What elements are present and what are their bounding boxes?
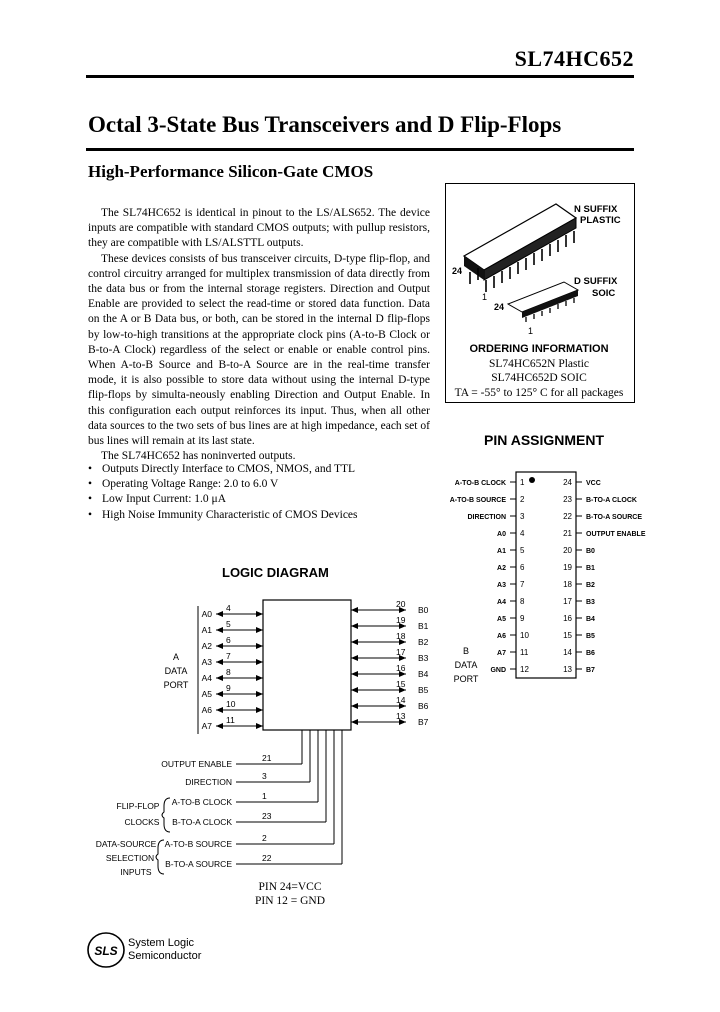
- a-pin-name: A3: [201, 657, 212, 667]
- soic-package-icon: [508, 282, 578, 322]
- pin-number: 24: [563, 478, 572, 487]
- pin-number: 8: [520, 597, 525, 606]
- pin-number: 10: [520, 631, 529, 640]
- company-line: Semiconductor: [128, 950, 202, 962]
- control-pin-number: 3: [262, 771, 267, 781]
- b-pin-number: 19: [396, 615, 406, 625]
- arrow-left: [351, 607, 358, 613]
- pin-label: OUTPUT ENABLE: [586, 531, 646, 538]
- d-suffix-label: D SUFFIX: [574, 276, 618, 287]
- arrow-right: [256, 659, 263, 665]
- a-pin-number: 11: [226, 715, 235, 725]
- dip-package-icon: [464, 204, 576, 292]
- a-pin-name: A7: [201, 721, 212, 731]
- pin-number: 7: [520, 580, 525, 589]
- a-port-label-line: DATA: [164, 666, 188, 676]
- ordering-information: [445, 342, 633, 400]
- selection-group-line: INPUTS: [120, 867, 152, 877]
- b-port-label-line: B: [462, 646, 470, 656]
- pin-label: A-TO-B SOURCE: [449, 497, 506, 504]
- clocks-group-line: FLIP-FLOP: [116, 801, 160, 811]
- pin-label: B4: [586, 616, 595, 623]
- b-pin-name: B5: [418, 685, 429, 695]
- arrow-left: [351, 623, 358, 629]
- arrow-left: [216, 611, 223, 617]
- a-pin-number: 9: [226, 683, 231, 693]
- pin-number: 22: [563, 512, 572, 521]
- feature-list: [88, 462, 438, 523]
- a-pin-name: A4: [201, 673, 212, 683]
- a-pin-name: A0: [201, 609, 212, 619]
- part-number: SL74HC652: [514, 46, 634, 71]
- pin-number: 15: [563, 631, 572, 640]
- a-port-label-line: PORT: [163, 680, 189, 690]
- pin-number: 9: [520, 614, 525, 623]
- soic-pin24-label: 24: [494, 302, 505, 312]
- pin-label: A3: [497, 582, 506, 589]
- pin-number: 2: [520, 495, 525, 504]
- control-pin-number: 1: [262, 791, 267, 801]
- arrow-right: [256, 723, 263, 729]
- arrow-left: [351, 639, 358, 645]
- pin-label: B3: [586, 599, 595, 606]
- pin-number: 23: [563, 495, 572, 504]
- pin-number: 3: [520, 512, 525, 521]
- pin-number: 19: [563, 563, 572, 572]
- pin-label: B1: [586, 565, 595, 572]
- title-rule: [86, 148, 634, 151]
- header-rule: [86, 75, 634, 78]
- soic-pin1-label: 1: [528, 326, 534, 336]
- ordering-line: TA = -55° to 125° C for all packages: [454, 386, 624, 399]
- arrow-left: [216, 723, 223, 729]
- control-name: A-TO-B SOURCE: [164, 839, 232, 849]
- pin-number: 5: [520, 546, 525, 555]
- b-pin-number: 18: [396, 631, 406, 641]
- pin-label: B7: [586, 667, 595, 674]
- logic-control-pins: [161, 730, 342, 869]
- a-pin-number: 10: [226, 699, 236, 709]
- control-pin-number: 21: [262, 753, 272, 763]
- a-pin-number: 7: [226, 651, 231, 661]
- description-paragraph-2: These devices consists of bus transceiver circuits, D-type flip-flop, and control circuitry arranged for multiplex transmission of data directly from the data bus or from the internal storage registers. Direction and Output Enable are provided to select the read-time or stored data function. Data on the A or B Data bus, or both, can be stored in the internal D flip-flops by low-to-high transitions at the appropriate clock pins (A-to-B Clock or B-to-A Clock) regardless of the select or enable or enable control pins. When A-to-B Source and B-to-A Source are in the real-time transfer mode, it is also possible to store data without using the internal D-type flip-flops by simulta-neously enabling Direction and Output Enable. In this configuration each output reinforces its input. Thus, when all other data sources to the two sets of bus lines are at high impedance, each set of bus lines will remain at its last state.: [88, 252, 430, 448]
- control-name: B-TO-A SOURCE: [165, 859, 232, 869]
- b-pin-number: 14: [396, 695, 406, 705]
- logic-diagram: [90, 590, 479, 890]
- b-pin-number: 13: [396, 711, 406, 721]
- pin-number: 17: [563, 597, 572, 606]
- ordering-line: SL74HC652N Plastic: [489, 357, 589, 370]
- b-pin-name: B2: [418, 637, 429, 647]
- arrow-left: [351, 655, 358, 661]
- company-logo: [86, 930, 126, 970]
- feature-item: • Outputs Directly Interface to CMOS, NMOS, and TTL: [88, 462, 438, 477]
- pin-label: A6: [497, 633, 506, 640]
- arrow-left: [351, 671, 358, 677]
- a-pin-number: 8: [226, 667, 231, 677]
- feature-item: • High Noise Immunity Characteristic of CMOS Devices: [88, 508, 438, 523]
- b-pin-number: 16: [396, 663, 406, 673]
- a-pin-name: A5: [201, 689, 212, 699]
- arrow-right: [256, 643, 263, 649]
- pin-label: GND: [490, 667, 506, 674]
- pin-label: A-TO-B CLOCK: [454, 480, 506, 487]
- pin-label: A7: [497, 650, 506, 657]
- pin-label: VCC: [586, 480, 601, 487]
- arrow-right: [256, 707, 263, 713]
- control-name: B-TO-A CLOCK: [172, 817, 232, 827]
- arrow-left: [351, 719, 358, 725]
- control-pin-number: 23: [262, 811, 272, 821]
- description: [88, 206, 430, 464]
- pin-number: 16: [563, 614, 572, 623]
- arrow-left: [216, 691, 223, 697]
- pin-number: 11: [520, 648, 529, 657]
- logic-diagram-title: LOGIC DIAGRAM: [222, 565, 329, 580]
- b-pin-name: B1: [418, 621, 429, 631]
- dip-pin24-label: 24: [452, 266, 463, 276]
- pin-number: 4: [520, 529, 525, 538]
- pin-label: B2: [586, 582, 595, 589]
- control-name: A-TO-B CLOCK: [171, 797, 232, 807]
- b-port-label-line: PORT: [453, 674, 479, 684]
- clocks-group-label: [117, 798, 170, 832]
- b-pin-name: B7: [418, 717, 429, 727]
- a-pin-name: A6: [201, 705, 212, 715]
- pin-label: A0: [497, 531, 506, 538]
- pin-number: 14: [563, 648, 572, 657]
- clocks-brace: [162, 798, 170, 832]
- b-pin-name: B3: [418, 653, 429, 663]
- pin-label: A2: [497, 565, 506, 572]
- arrow-right: [256, 611, 263, 617]
- logic-block: [263, 600, 351, 730]
- pin-label: A1: [497, 548, 506, 555]
- b-pin-name: B0: [418, 605, 429, 615]
- company-line: System Logic: [128, 937, 195, 949]
- n-suffix-label: N SUFFIX: [574, 204, 618, 215]
- description-paragraph-1: The SL74HC652 is identical in pinout to the LS/ALS652. The device inputs are compatible with standard CMOS outputs; with pullup resistors, they are compatible with LS/ALSTTL outputs.: [88, 207, 430, 250]
- arrow-left: [216, 627, 223, 633]
- selection-group-line: DATA-SOURCE: [95, 839, 157, 849]
- selection-brace: [156, 840, 164, 874]
- description-paragraph-3: The SL74HC652 has noninverted outputs.: [101, 450, 296, 463]
- dip-pin1-label: 1: [482, 292, 488, 302]
- pin1-marker: [529, 477, 535, 483]
- arrow-right: [256, 627, 263, 633]
- pin-label: B6: [586, 650, 595, 657]
- b-pin-name: B4: [418, 669, 429, 679]
- a-port-label-line: A: [172, 652, 180, 662]
- a-pin-name: A1: [201, 625, 212, 635]
- ordering-line: SL74HC652D SOIC: [491, 372, 587, 384]
- b-port-label-line: DATA: [454, 660, 478, 670]
- arrow-left: [216, 659, 223, 665]
- pin-number: 18: [563, 580, 572, 589]
- pin-number: 13: [563, 665, 572, 674]
- ordering-heading: ORDERING INFORMATION: [469, 343, 609, 355]
- control-name: DIRECTION: [185, 777, 232, 787]
- control-pin-number: 22: [262, 853, 272, 863]
- pin-label: B5: [586, 633, 595, 640]
- logic-a-pins: [198, 603, 263, 734]
- pin-label: DIRECTION: [467, 514, 506, 521]
- d-type-label: SOIC: [592, 288, 616, 299]
- arrow-left: [351, 703, 358, 709]
- pin-number: 21: [563, 529, 572, 538]
- a-port-label: [164, 652, 189, 690]
- b-pin-name: B6: [418, 701, 429, 711]
- a-pin-number: 4: [226, 603, 231, 613]
- b-pin-number: 17: [396, 647, 406, 657]
- pin-number: 12: [520, 665, 529, 674]
- n-type-label: PLASTIC: [580, 215, 621, 226]
- page-title: Octal 3-State Bus Transceivers and D Flip-Flops: [88, 112, 562, 137]
- pin-assignment-title: PIN ASSIGNMENT: [484, 432, 605, 448]
- arrow-right: [256, 691, 263, 697]
- arrow-left: [351, 687, 358, 693]
- arrow-left: [216, 675, 223, 681]
- pin-assignment-diagram: [440, 468, 646, 688]
- logo-text: SLS: [94, 944, 118, 958]
- pin-label: B-TO-A CLOCK: [586, 497, 637, 504]
- pin-label: B0: [586, 548, 595, 555]
- logic-b-pins: [351, 599, 429, 727]
- vcc-note: PIN 24=VCC: [258, 881, 322, 893]
- pin-number: 6: [520, 563, 525, 572]
- feature-item: • Operating Voltage Range: 2.0 to 6.0 V: [88, 477, 438, 492]
- pin-label: A4: [497, 599, 506, 606]
- package-illustration: [446, 184, 634, 344]
- a-pin-number: 5: [226, 619, 231, 629]
- company-name: [128, 937, 201, 963]
- pin-label: A5: [497, 616, 506, 623]
- control-pin-number: 2: [262, 833, 267, 843]
- arrow-right: [256, 675, 263, 681]
- pin-label: B-TO-A SOURCE: [586, 514, 642, 521]
- pin-number: 1: [520, 478, 525, 487]
- a-pin-name: A2: [201, 641, 212, 651]
- pin-number: 20: [563, 546, 572, 555]
- feature-item: • Low Input Current: 1.0 μA: [88, 492, 438, 507]
- arrow-left: [216, 707, 223, 713]
- control-name: OUTPUT ENABLE: [161, 759, 232, 769]
- selection-group-label: [96, 839, 164, 877]
- b-pin-number: 15: [396, 679, 406, 689]
- arrow-left: [216, 643, 223, 649]
- gnd-note: PIN 12 = GND: [254, 895, 326, 907]
- a-pin-number: 6: [226, 635, 231, 645]
- power-pins-note: [230, 880, 350, 908]
- clocks-group-line: CLOCKS: [124, 817, 160, 827]
- subtitle: High-Performance Silicon-Gate CMOS: [88, 162, 374, 181]
- b-pin-number: 20: [396, 599, 406, 609]
- selection-group-line: SELECTION: [105, 853, 155, 863]
